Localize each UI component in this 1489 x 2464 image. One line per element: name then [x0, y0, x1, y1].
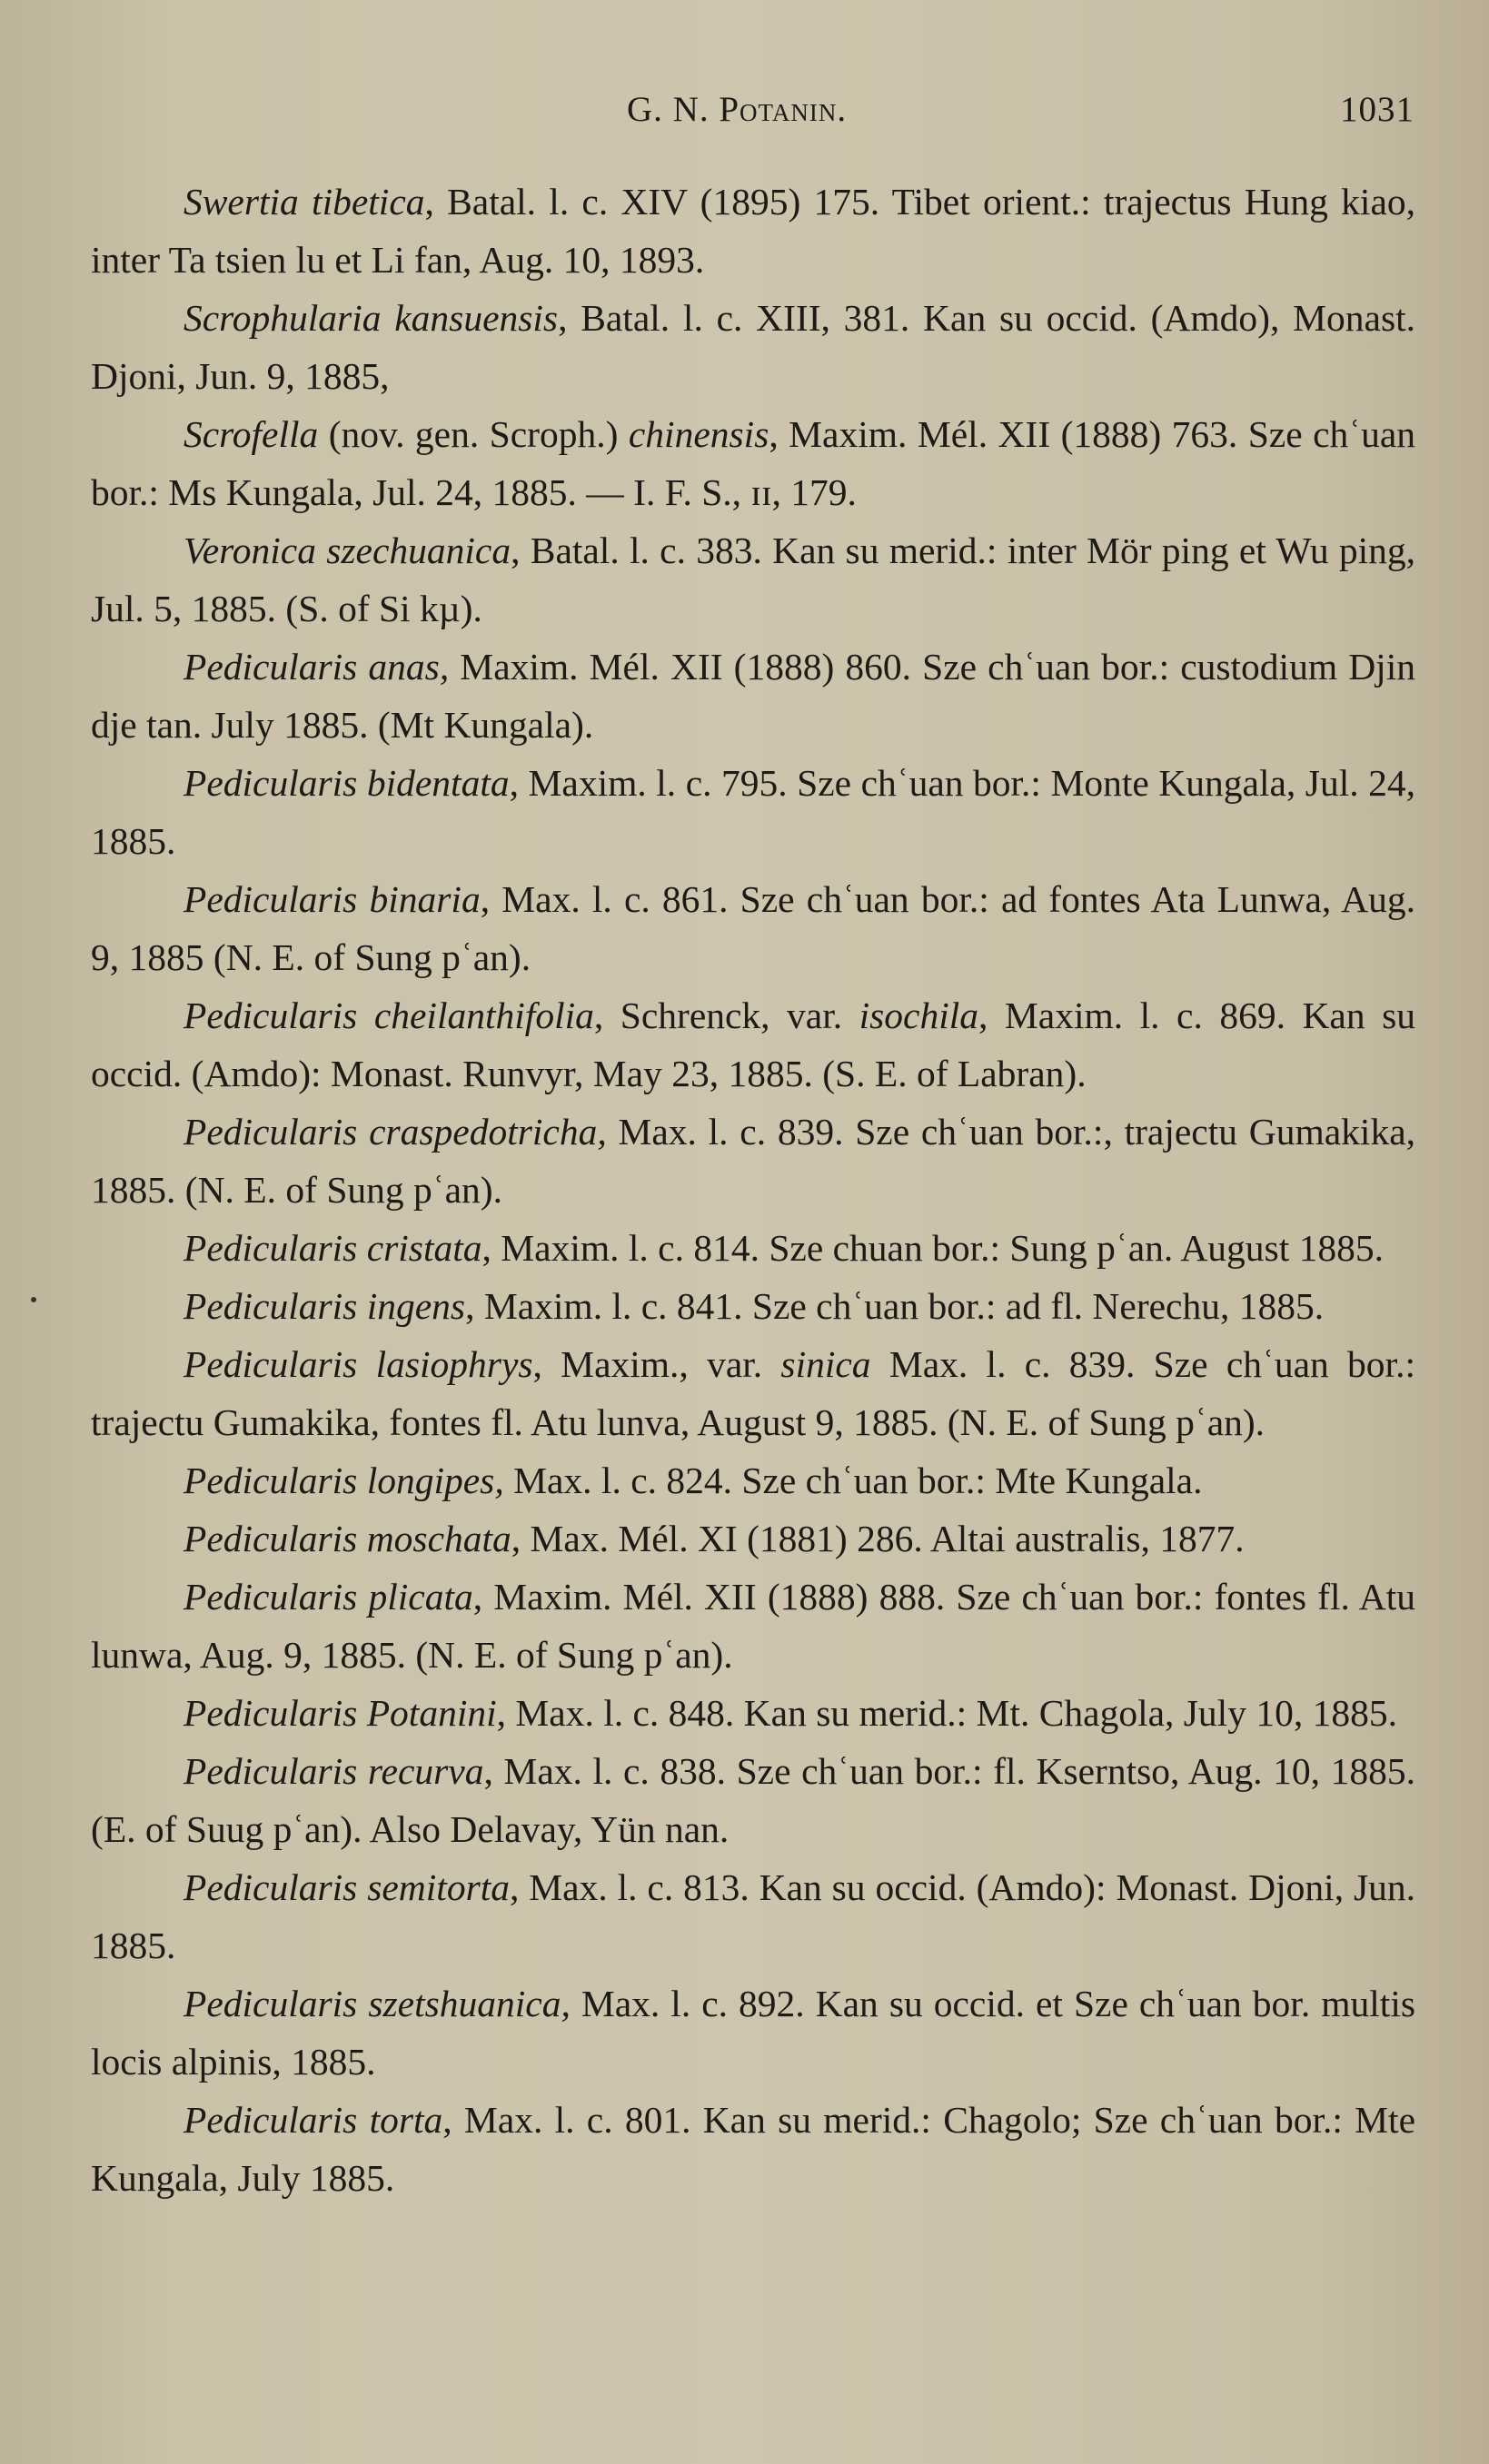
species-name: Pedicularis lasiophrys	[184, 1343, 533, 1385]
variety-name: isochila	[859, 995, 979, 1036]
species-entry	[91, 986, 1415, 1103]
species-entry	[91, 1742, 1415, 1858]
species-citation: , Schrenck, var.	[593, 995, 859, 1036]
author-heading	[627, 89, 847, 130]
species-entry	[91, 1974, 1415, 2091]
species-citation: , Maxim. l. c. 841. Sze chʿuan bor.: ad fl. Nerechu, 1885.	[465, 1285, 1325, 1327]
species-entry	[91, 870, 1415, 986]
species-citation: , Batal. l. c. 383. Kan su merid.: inter Mör ping et Wu ping, Jul. 5, 1885. (S. of Si kµ).	[91, 529, 1416, 629]
species-name: Pedicularis torta	[184, 2099, 443, 2141]
species-citation: Max. l. c. 892. Kan su occid. et Sze chʿuan bor. multis locis alpinis, 1885.	[91, 1983, 1415, 2083]
species-entry	[91, 638, 1415, 754]
species-citation: , Batal. l. c. XIII, 381. Kan su occid. (Amdo), Monast. Djoni, Jun. 9, 1885,	[91, 297, 1416, 397]
species-name: Pedicularis anas,	[184, 646, 450, 688]
species-citation-rest: , Maxim. l. c. 869. Kan su occid. (Amdo): Monast. Runvyr, May 23, 1885. (S. E. of Labran).	[91, 995, 1415, 1094]
species-citation: , Batal. l. c. XIV (1895) 175. Tibet orient.: trajectus Hung kiao, inter Ta tsien lu et Li fan, Aug. 10, 1893.	[91, 181, 1415, 281]
species-name: Pedicularis recurva	[184, 1750, 484, 1792]
species-entry	[91, 405, 1415, 521]
species-name: Pedicularis craspedotricha,	[184, 1111, 607, 1153]
species-entry	[91, 1103, 1415, 1219]
species-name: Pedicularis Potanini	[184, 1692, 497, 1734]
species-citation-rest: Max. l. c. 839. Sze chʿuan bor.: trajectu Gumakika, fontes fl. Atu lunva, August 9, 1885. (N. E. of Sung pʿan).	[91, 1343, 1415, 1443]
running-head	[0, 89, 1489, 143]
species-list	[91, 173, 1415, 2207]
author-prefix: G. N. P	[627, 90, 740, 129]
species-citation: , Max. l. c. 861. Sze chʿuan bor.: ad fontes Ata Lunwa, Aug. 9, 1885 (N. E. of Sung pʿan).	[91, 878, 1415, 978]
species-name: Pedicularis semitorta	[184, 1866, 511, 1908]
species-citation-rest: , Maxim. Mél. XII (1888) 763. Sze chʿuan bor.: Ms Kungala, Jul. 24, 1885. — I. F. S., ɪɪ, 179.	[91, 413, 1416, 513]
species-name: Pedicularis longipes,	[184, 1460, 504, 1501]
species-name: Pedicularis moschata	[184, 1518, 511, 1559]
species-citation: , Maxim., var.	[532, 1343, 781, 1385]
species-name: Scrophularia kansuensis	[184, 297, 559, 339]
species-entry	[91, 1509, 1415, 1568]
species-epithet: chinensis	[628, 413, 769, 455]
species-entry	[91, 1219, 1415, 1277]
species-citation: Max. l. c. 839. Sze chʿuan bor.:, trajectu Gumakika, 1885. (N. E. of Sung pʿan).	[91, 1111, 1415, 1211]
species-name: Pedicularis cheilanthifolia	[184, 995, 594, 1036]
species-entry	[91, 2091, 1415, 2207]
species-entry	[91, 1568, 1415, 1684]
species-name: Pedicularis szetshuanica,	[184, 1983, 571, 2024]
species-name: Swertia tibetica	[184, 181, 425, 223]
species-citation: , Maxim. Mél. XII (1888) 888. Sze chʿuan bor.: fontes fl. Atu lunwa, Aug. 9, 1885. (N. E. of Sung pʿan).	[91, 1576, 1415, 1676]
author-rest: otanin.	[740, 90, 848, 129]
species-citation: Max. l. c. 824. Sze chʿuan bor.: Mte Kungala.	[503, 1460, 1203, 1501]
species-entry	[91, 1451, 1415, 1509]
species-entry	[91, 289, 1415, 405]
species-entry	[91, 173, 1415, 289]
species-entry	[91, 521, 1415, 638]
variety-name: sinica	[780, 1343, 871, 1385]
species-name: Veronica szechuanica	[184, 529, 511, 571]
species-citation: , Max. l. c. 838. Sze chʿuan bor.: fl. Kserntso, Aug. 10, 1885. (E. of Suug pʿan). Also Delavay, Yün nan.	[91, 1750, 1415, 1850]
species-citation: , Maxim. l. c. 814. Sze chuan bor.: Sung pʿan. August 1885.	[481, 1227, 1384, 1269]
species-citation: (nov. gen. Scroph.)	[318, 413, 629, 455]
page-number: 1031	[1340, 90, 1415, 129]
species-name: Scrofella	[184, 413, 319, 455]
species-citation: , Max. Mél. XI (1881) 286. Altai australis, 1877.	[511, 1518, 1245, 1559]
species-name: Pedicularis ingens	[184, 1285, 466, 1327]
species-name: Pedicularis bidentata	[184, 762, 510, 804]
species-citation: , Max. l. c. 813. Kan su occid. (Amdo): Monast. Djoni, Jun. 1885.	[91, 1866, 1415, 1966]
species-entry	[91, 1684, 1415, 1742]
species-citation: , Max. l. c. 848. Kan su merid.: Mt. Chagola, July 10, 1885.	[496, 1692, 1397, 1734]
species-entry	[91, 1335, 1415, 1451]
paper-speck	[31, 1297, 36, 1302]
species-entry	[91, 1277, 1415, 1335]
species-name: Pedicularis cristata	[184, 1227, 482, 1269]
species-entry	[91, 754, 1415, 870]
species-name: Pedicularis binaria	[184, 878, 481, 920]
species-citation: Maxim. Mél. XII (1888) 860. Sze chʿuan bor.: custodium Djin dje tan. July 1885. (Mt Kungala).	[91, 646, 1415, 746]
species-name: Pedicularis plicata	[184, 1576, 473, 1618]
species-citation: , Maxim. l. c. 795. Sze chʿuan bor.: Monte Kungala, Jul. 24, 1885.	[91, 762, 1415, 862]
species-entry	[91, 1858, 1415, 1974]
species-citation: , Max. l. c. 801. Kan su merid.: Chagolo; Sze chʿuan bor.: Mte Kungala, July 1885.	[91, 2099, 1415, 2199]
